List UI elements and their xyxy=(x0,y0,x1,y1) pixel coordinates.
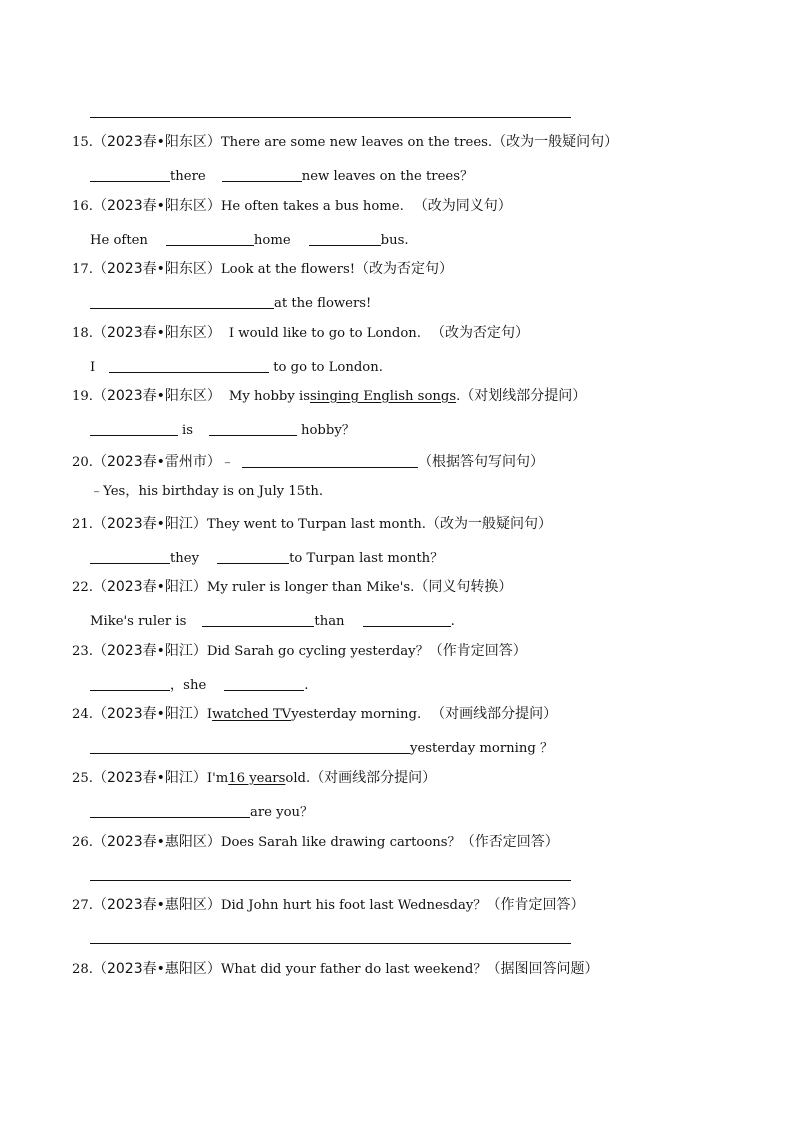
question-task: （根据答句写问句） xyxy=(418,454,545,470)
answer-blank[interactable] xyxy=(222,165,302,182)
answer-word: He often xyxy=(90,233,148,248)
answer-blank[interactable] xyxy=(90,165,170,182)
question-text: They went to Turpan last month. xyxy=(206,517,426,532)
answer-15 xyxy=(90,163,473,185)
answer-21 xyxy=(90,545,443,567)
answer-18 xyxy=(90,354,383,376)
answer-blank[interactable] xyxy=(202,610,314,627)
answer-blank[interactable] xyxy=(242,451,418,468)
question-task: （改为否定句） xyxy=(430,325,529,341)
question-number: 16. xyxy=(72,199,93,214)
answer-16 xyxy=(90,227,409,249)
question-17 xyxy=(72,258,453,280)
question-task: （作肯定回答） xyxy=(428,643,527,659)
question-number: 28. xyxy=(72,962,93,977)
answer-word: than xyxy=(314,614,345,629)
answer-word: is xyxy=(182,423,193,438)
question-source: （2023春•阳江） xyxy=(92,770,207,786)
answer-blank[interactable] xyxy=(90,419,178,436)
question-source: （2023春•雷州市） xyxy=(92,454,221,470)
question-number: 26. xyxy=(72,835,93,850)
answer-20 xyxy=(90,481,323,503)
question-15 xyxy=(72,131,618,153)
question-text-end: yesterday morning. xyxy=(291,707,422,722)
answer-line-26[interactable] xyxy=(90,880,571,881)
underlined-phrase: watched TV xyxy=(212,707,292,722)
question-task: （同义句转换） xyxy=(414,579,513,595)
question-text: Did John hurt his foot last Wednesday？ xyxy=(220,898,487,913)
question-task: （对划线部分提问） xyxy=(460,388,587,404)
question-task: （作否定回答） xyxy=(460,834,559,850)
question-text: Did Sarah go cycling yesterday？ xyxy=(206,644,429,659)
answer-blank[interactable] xyxy=(309,229,381,246)
question-text: He often takes a bus home. xyxy=(220,199,404,214)
question-text: Does Sarah like drawing cartoons？ xyxy=(220,835,461,850)
question-task: （改为同义句） xyxy=(413,198,512,214)
answer-word: . xyxy=(450,614,455,629)
question-text: My hobby is xyxy=(228,389,310,404)
answer-word: at the flowers! xyxy=(274,296,372,311)
question-number: 18. xyxy=(72,326,93,341)
question-source: （2023春•惠阳区） xyxy=(92,961,221,977)
question-number: 19. xyxy=(72,389,93,404)
question-source: （2023春•阳东区） xyxy=(92,325,221,341)
answer-word: to Turpan last month？ xyxy=(289,551,444,566)
answer-word: yesterday morning ？ xyxy=(410,741,554,756)
question-task: （改为一般疑问句） xyxy=(425,516,552,532)
question-number: 22. xyxy=(72,580,93,595)
question-source: （2023春•惠阳区） xyxy=(92,897,221,913)
answer-word: new leaves on the trees？ xyxy=(301,169,474,184)
answer-text: ﹣Yes，his birthday is on July 15th. xyxy=(90,484,324,499)
answer-word: home xyxy=(253,233,291,248)
answer-blank[interactable] xyxy=(217,547,289,564)
underlined-phrase: singing English songs xyxy=(309,389,457,404)
question-16 xyxy=(72,195,512,217)
answer-word: they xyxy=(170,551,200,566)
question-text: There are some new leaves on the trees. xyxy=(220,135,493,150)
question-source: （2023春•阳江） xyxy=(92,706,207,722)
question-task: （作肯定回答） xyxy=(486,897,585,913)
question-20 xyxy=(72,449,544,471)
question-source: （2023春•阳东区） xyxy=(92,134,221,150)
question-text: What did your father do last weekend？ xyxy=(220,962,487,977)
answer-word: . xyxy=(304,678,309,693)
question-27 xyxy=(72,894,584,916)
question-number: 23. xyxy=(72,644,93,659)
question-source: （2023春•阳东区） xyxy=(92,261,221,277)
answer-word: bus. xyxy=(380,233,409,248)
question-number: 15. xyxy=(72,135,93,150)
question-number: 20. xyxy=(72,455,93,470)
question-task: （对画线部分提问） xyxy=(310,770,437,786)
answer-line-27[interactable] xyxy=(90,943,571,944)
question-number: 27. xyxy=(72,898,93,913)
answer-24 xyxy=(90,735,553,757)
answer-word: there xyxy=(170,169,206,184)
question-task: （据图回答问题） xyxy=(486,961,599,977)
question-text: My ruler is longer than Mike's. xyxy=(206,580,415,595)
underlined-phrase: 16 years xyxy=(228,771,286,786)
question-text-end: . xyxy=(456,389,461,404)
answer-blank[interactable] xyxy=(363,610,451,627)
question-task: （改为否定句） xyxy=(355,261,454,277)
dash: ﹣ xyxy=(220,455,235,470)
answer-blank[interactable] xyxy=(109,356,269,373)
answer-17 xyxy=(90,290,371,312)
answer-word: ，she xyxy=(170,678,207,693)
answer-word: Mike's ruler is xyxy=(90,614,187,629)
question-source: （2023春•阳江） xyxy=(92,516,207,532)
answer-word: are you？ xyxy=(250,805,314,820)
answer-blank[interactable] xyxy=(90,801,250,818)
question-text-end: old. xyxy=(285,771,311,786)
question-source: （2023春•惠阳区） xyxy=(92,834,221,850)
answer-blank[interactable] xyxy=(90,674,170,691)
question-number: 21. xyxy=(72,517,93,532)
question-22 xyxy=(72,576,512,598)
question-text: I xyxy=(206,707,213,722)
answer-word: I xyxy=(90,360,96,375)
question-number: 17. xyxy=(72,262,93,277)
answer-blank[interactable] xyxy=(209,419,297,436)
answer-word: to go to London. xyxy=(273,360,383,375)
answer-19 xyxy=(90,417,355,439)
question-25 xyxy=(72,767,436,789)
question-23 xyxy=(72,640,527,662)
question-number: 25. xyxy=(72,771,93,786)
question-26 xyxy=(72,831,559,853)
question-text: Look at the flowers! xyxy=(220,262,356,277)
answer-blank[interactable] xyxy=(90,292,274,309)
answer-line-14[interactable] xyxy=(90,117,571,118)
answer-25 xyxy=(90,799,313,821)
question-24 xyxy=(72,703,557,725)
answer-blank[interactable] xyxy=(224,674,304,691)
answer-blank[interactable] xyxy=(90,737,410,754)
answer-23 xyxy=(90,672,308,694)
question-source: （2023春•阳江） xyxy=(92,579,207,595)
question-28 xyxy=(72,958,599,980)
question-21 xyxy=(72,513,552,535)
question-18 xyxy=(72,322,529,344)
question-source: （2023春•阳江） xyxy=(92,643,207,659)
question-number: 24. xyxy=(72,707,93,722)
question-task: （改为一般疑问句） xyxy=(492,134,619,150)
question-text: I'm xyxy=(206,771,229,786)
answer-22 xyxy=(90,608,455,630)
question-19 xyxy=(72,385,586,407)
answer-blank[interactable] xyxy=(166,229,254,246)
question-task: （对画线部分提问） xyxy=(431,706,558,722)
question-source: （2023春•阳东区） xyxy=(92,388,221,404)
answer-word: hobby？ xyxy=(301,423,355,438)
question-source: （2023春•阳东区） xyxy=(92,198,221,214)
question-text: I would like to go to London. xyxy=(228,326,421,341)
answer-blank[interactable] xyxy=(90,547,170,564)
